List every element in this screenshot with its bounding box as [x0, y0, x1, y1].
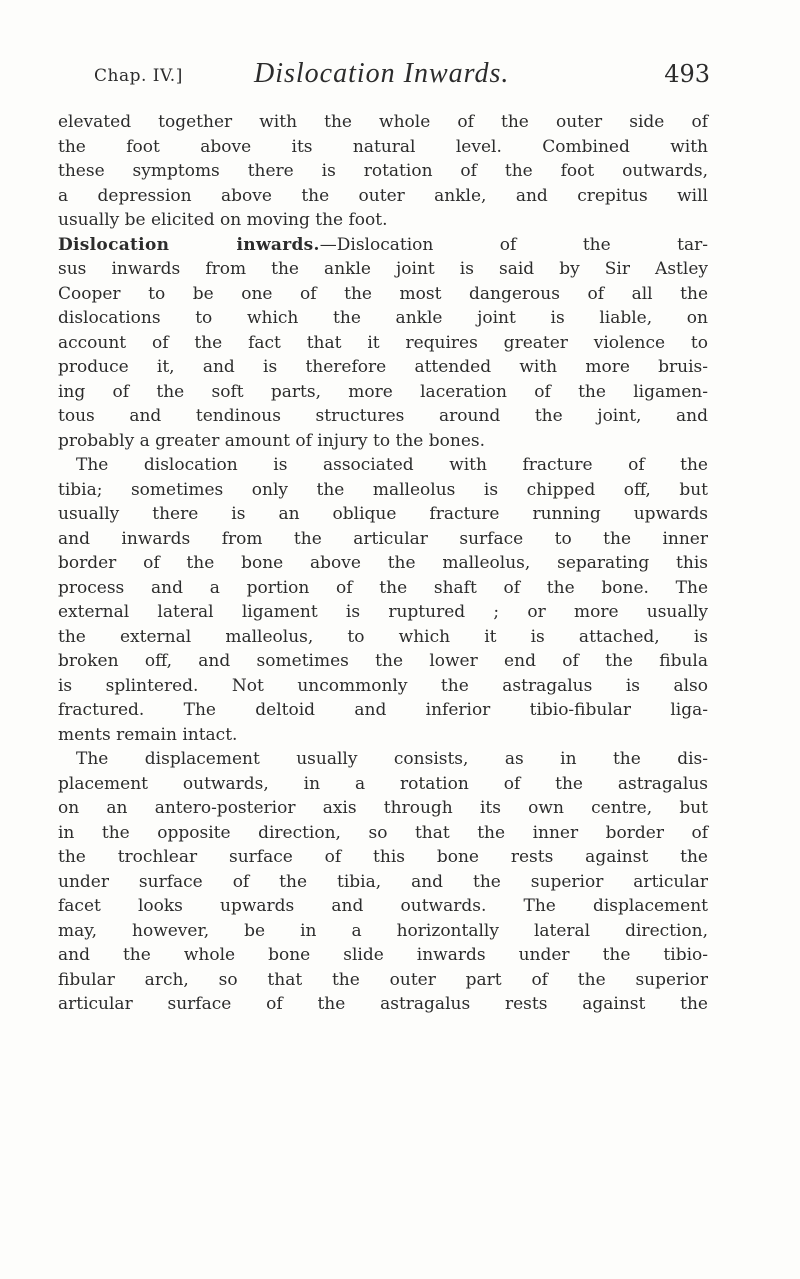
text-line: placement outwards, in a rotation of the astragalus: [58, 773, 708, 794]
text-line: these symptoms there is rotation of the foot outwards,: [58, 161, 708, 181]
text-line: the trochlear surface of this bone rests against the: [58, 847, 708, 867]
text-line: in the opposite direction, so that the inner border of: [58, 822, 708, 843]
text-line: under surface of the tibia, and the superior articular: [58, 871, 708, 892]
text-line: and inwards from the articular surface to the inner: [58, 528, 708, 549]
text-line: ing of the soft parts, more laceration of the ligamen-: [58, 381, 708, 402]
text-line: a depression above the outer ankle, and crepitus will: [58, 185, 708, 206]
running-head: [94, 58, 710, 94]
body-text: [58, 110, 708, 1017]
text-line: probably a greater amount of injury to the bones.: [58, 430, 486, 451]
text-line: produce it, and is therefore attended with more bruis-: [58, 357, 708, 377]
text-line: fractured. The deltoid and inferior tibio-fibular liga-: [58, 700, 708, 720]
chapter-label: Chap. IV.]: [94, 66, 183, 86]
text-line: The dislocation is associated with fracture of the: [76, 455, 708, 475]
text-line: usually there is an oblique fracture running upwards: [58, 504, 708, 524]
text-line: facet looks upwards and outwards. The displacement: [58, 896, 708, 916]
text-line: sus inwards from the ankle joint is said by Sir Astley: [58, 259, 708, 279]
text-line: and the whole bone slide inwards under the tibio-: [58, 945, 708, 965]
text-line: the external malleolus, to which it is attached, is: [58, 626, 708, 647]
text-line: broken off, and sometimes the lower end of the fibula: [58, 651, 708, 671]
text-line: border of the bone above the malleolus, separating this: [58, 553, 708, 573]
text-line: fibular arch, so that the outer part of the superior: [58, 969, 708, 990]
text-line: account of the fact that it requires greater violence to: [58, 332, 708, 353]
text-line: may, however, be in a horizontally lateral direction,: [58, 920, 708, 941]
text-line: tibia; sometimes only the malleolus is chipped off, but: [58, 479, 708, 500]
text-line: ments remain intact.: [58, 724, 238, 745]
text-line: external lateral ligament is ruptured ; or more usually: [58, 602, 708, 622]
text-line-rest: —Dislocation of the tar-: [319, 234, 708, 255]
text-line: Cooper to be one of the most dangerous of all the: [58, 283, 708, 304]
text-line: the foot above its natural level. Combined with: [58, 136, 708, 157]
text-line: is splintered. Not uncommonly the astragalus is also: [58, 675, 708, 696]
page-number: 493: [664, 60, 710, 88]
text-line: on an antero-posterior axis through its own centre, but: [58, 798, 708, 818]
page-title: Dislocation Inwards.: [254, 58, 510, 89]
text-line: The displacement usually consists, as in the dis-: [76, 749, 708, 769]
section-heading: Dislocation inwards.: [58, 234, 320, 255]
text-line: tous and tendinous structures around the joint, and: [58, 406, 708, 426]
text-line: articular surface of the astragalus rests against the: [58, 994, 708, 1014]
text-line-with-heading: [58, 233, 708, 258]
text-line: usually be elicited on moving the foot.: [58, 210, 388, 230]
text-line: dislocations to which the ankle joint is liable, on: [58, 308, 708, 328]
text-line: process and a portion of the shaft of the bone. The: [58, 577, 708, 598]
text-line: elevated together with the whole of the outer side of: [58, 112, 708, 132]
